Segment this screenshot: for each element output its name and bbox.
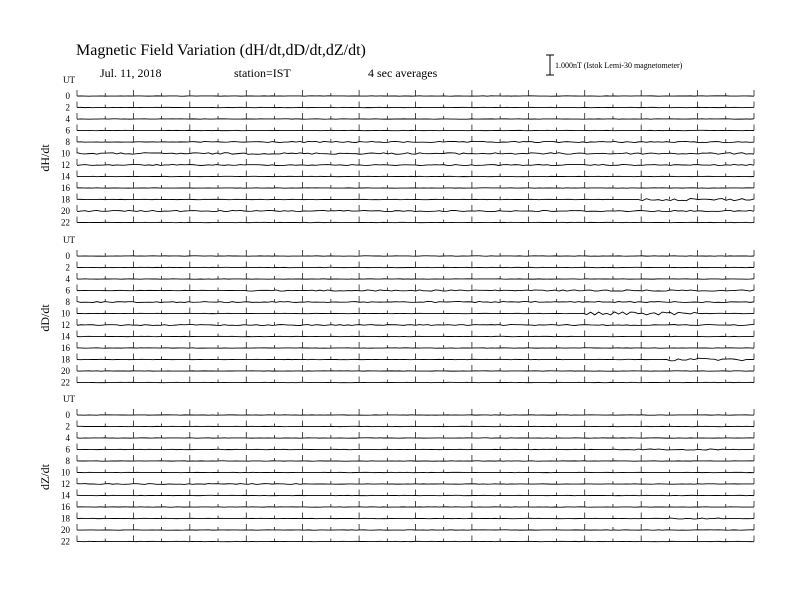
panel-ylabel: dD/dt bbox=[38, 304, 52, 332]
row-label: 16 bbox=[61, 502, 70, 512]
row-label bbox=[66, 137, 71, 147]
row-label: 20 bbox=[61, 525, 70, 535]
row-label: 8 bbox=[65, 137, 70, 147]
row-label bbox=[61, 195, 71, 205]
panel-dh-dt bbox=[38, 75, 754, 228]
row-label: 22 bbox=[61, 217, 70, 228]
row-label: 18 bbox=[61, 194, 70, 205]
row-label: 18 bbox=[61, 513, 70, 524]
row-label: 6 bbox=[65, 444, 70, 455]
row-label: 14 bbox=[61, 171, 70, 182]
row-label: 22 bbox=[61, 536, 70, 547]
panel-ylabel: dZ/dt bbox=[38, 464, 52, 490]
row-label: 10 bbox=[61, 467, 70, 478]
row-label bbox=[61, 149, 71, 159]
chart-title: Magnetic Field Variation (dH/dt,dD/dt,dZ/dt) bbox=[76, 42, 366, 59]
row-label bbox=[61, 206, 71, 216]
panels bbox=[38, 75, 754, 547]
row-label: 10 bbox=[61, 148, 70, 159]
row-label: 12 bbox=[61, 479, 70, 489]
row-label: 8 bbox=[65, 456, 70, 466]
scale-label: 1.000nT (Istok Lemi-30 magnetometer) bbox=[555, 61, 683, 70]
row-label: 12 bbox=[61, 160, 70, 170]
row-label: 4 bbox=[65, 274, 70, 284]
row-label bbox=[61, 183, 71, 193]
row-label: 16 bbox=[61, 183, 70, 193]
row-label: 0 bbox=[65, 91, 70, 101]
row-label: 2 bbox=[65, 262, 70, 273]
row-label: 6 bbox=[65, 125, 70, 136]
row-label: 2 bbox=[65, 102, 70, 113]
panel-dz-dt bbox=[38, 394, 754, 547]
averaging-label: 4 sec averages bbox=[368, 66, 438, 80]
row-label bbox=[61, 160, 70, 170]
date-label: Jul. 11, 2018 bbox=[100, 66, 162, 80]
ut-label: UT bbox=[63, 394, 75, 404]
row-label bbox=[66, 126, 71, 136]
ut-label: UT bbox=[63, 75, 75, 85]
row-label: 4 bbox=[65, 114, 70, 124]
row-label bbox=[61, 218, 70, 228]
row-label: 0 bbox=[65, 410, 70, 420]
ut-label: UT bbox=[63, 235, 75, 245]
row-label: 4 bbox=[65, 433, 70, 443]
row-label: 2 bbox=[65, 421, 70, 432]
scale-bar bbox=[546, 55, 554, 75]
station-label: station=IST bbox=[234, 66, 291, 80]
row-label: 20 bbox=[61, 206, 70, 216]
row-label: 0 bbox=[65, 251, 70, 261]
row-label bbox=[61, 172, 71, 182]
row-label: 14 bbox=[61, 490, 70, 501]
panel-ylabel: dH/dt bbox=[38, 144, 52, 172]
